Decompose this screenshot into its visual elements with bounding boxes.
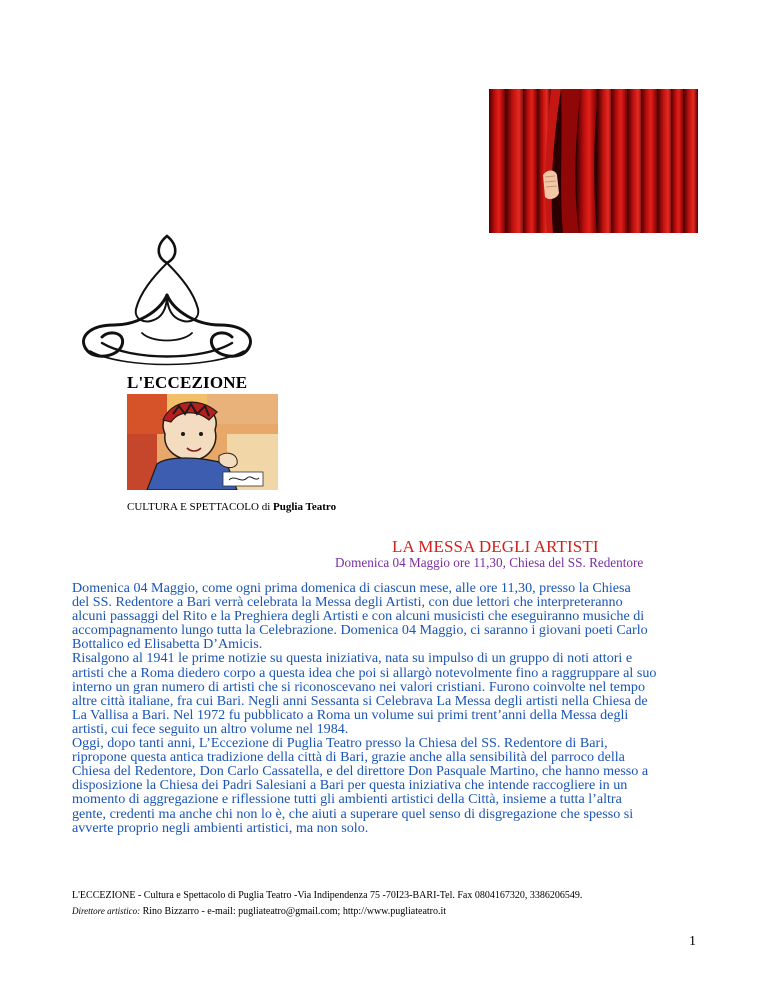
calligraphic-flourish-logo (72, 233, 262, 373)
body-line: Oggi, dopo tanti anni, L’Eccezione di Puglia Teatro presso la Chiesa del SS. Redentore di Bari, (72, 735, 608, 752)
body-line: accompagnamento lungo tutta la Celebrazione. Domenica 04 Maggio, ci saranno i giovani poeti Carlo (72, 622, 648, 639)
tagline (127, 501, 336, 513)
body-line: altre città italiane, fra cui Bari. Negli anni Sessanta si Celebrava La Messa degli artisti nella Chiesa de (72, 692, 648, 709)
body-line: del SS. Redentore a Bari verrà celebrata la Messa degli Artisti, con due lettori che interpreteranno (72, 594, 623, 611)
brand-name: L'ECCEZIONE (127, 373, 248, 392)
body-line: Risalgono al 1941 le prime notizie su questa iniziativa, nata su impulso di un gruppo di noti attori e (72, 650, 633, 667)
tagline-prefix: CULTURA E SPETTACOLO di (127, 501, 274, 513)
body-line: disposizione la Chiesa dei Padri Salesiani a Bari per questa iniziativa che intende raccogliere in un (72, 777, 628, 794)
footer-address: L'ECCEZIONE - Cultura e Spettacolo di Puglia Teatro -Via Indipendenza 75 -70I23-BARI-Tel. Fax 0804167320, 3386206549. (72, 890, 583, 901)
body-line: ripropone questa antica tradizione della città di Bari, grazie anche alla sensibilità del parroco della (72, 749, 625, 766)
article-subtitle: Domenica 04 Maggio ore 11,30, Chiesa del SS. Redentore (335, 555, 644, 570)
footer-contacts (72, 906, 446, 917)
body-line: gente, credenti ma anche chi non lo è, che aiuti a superare quel senso di disgregazione che spesso si (72, 805, 634, 822)
footer-director-label: Direttore artistico: (72, 906, 141, 916)
footer-contacts-text: Rino Bizzarro - e-mail: pugliateatro@gmail.com; http://www.pugliateatro.it (140, 906, 447, 917)
page-number: 1 (689, 934, 696, 949)
body-line: alcuni passaggi del Rito e la Preghiera degli Artisti e con alcuni musicisti che eseguiranno musiche di (72, 608, 645, 625)
body-line: Domenica 04 Maggio, come ogni prima domenica di ciascun mese, alle ore 11,30, presso la Chiesa (72, 580, 631, 596)
body-line: Bottalico ed Elisabetta D’Amicis. (72, 636, 263, 653)
theater-curtain-image (489, 89, 698, 233)
body-line: artisti, cui fece seguito un altro volume nel 1984. (72, 720, 349, 737)
jester-painting (127, 394, 278, 490)
article-title: LA MESSA DEGLI ARTISTI (392, 537, 599, 556)
article-body (72, 581, 702, 835)
body-line: Chiesa del Redentore, Don Carlo Cassatella, e del direttore Don Pasquale Martino, che hanno messo a (72, 763, 649, 780)
body-line: artisti che a Roma diedero corpo a questa idea che poi si allargò notevolmente fino a raggruppare al suo (72, 664, 657, 681)
body-line: momento di aggregazione e riflessione tutti gli ambienti artistici della Città, insieme a tutta l’altra (72, 791, 622, 808)
tagline-org: Puglia Teatro (273, 501, 337, 513)
body-line: interno un gran numero di artisti che si riconoscevano nei valori cristiani. Furono coinvolte nel tempo (72, 678, 645, 695)
body-line: La Vallisa a Bari. Nel 1972 fu pubblicato a Roma un volume sui primi trent’anni della Messa degli (72, 706, 629, 723)
body-line: avverte proprio negli ambienti artistici, ma non solo. (72, 819, 369, 836)
